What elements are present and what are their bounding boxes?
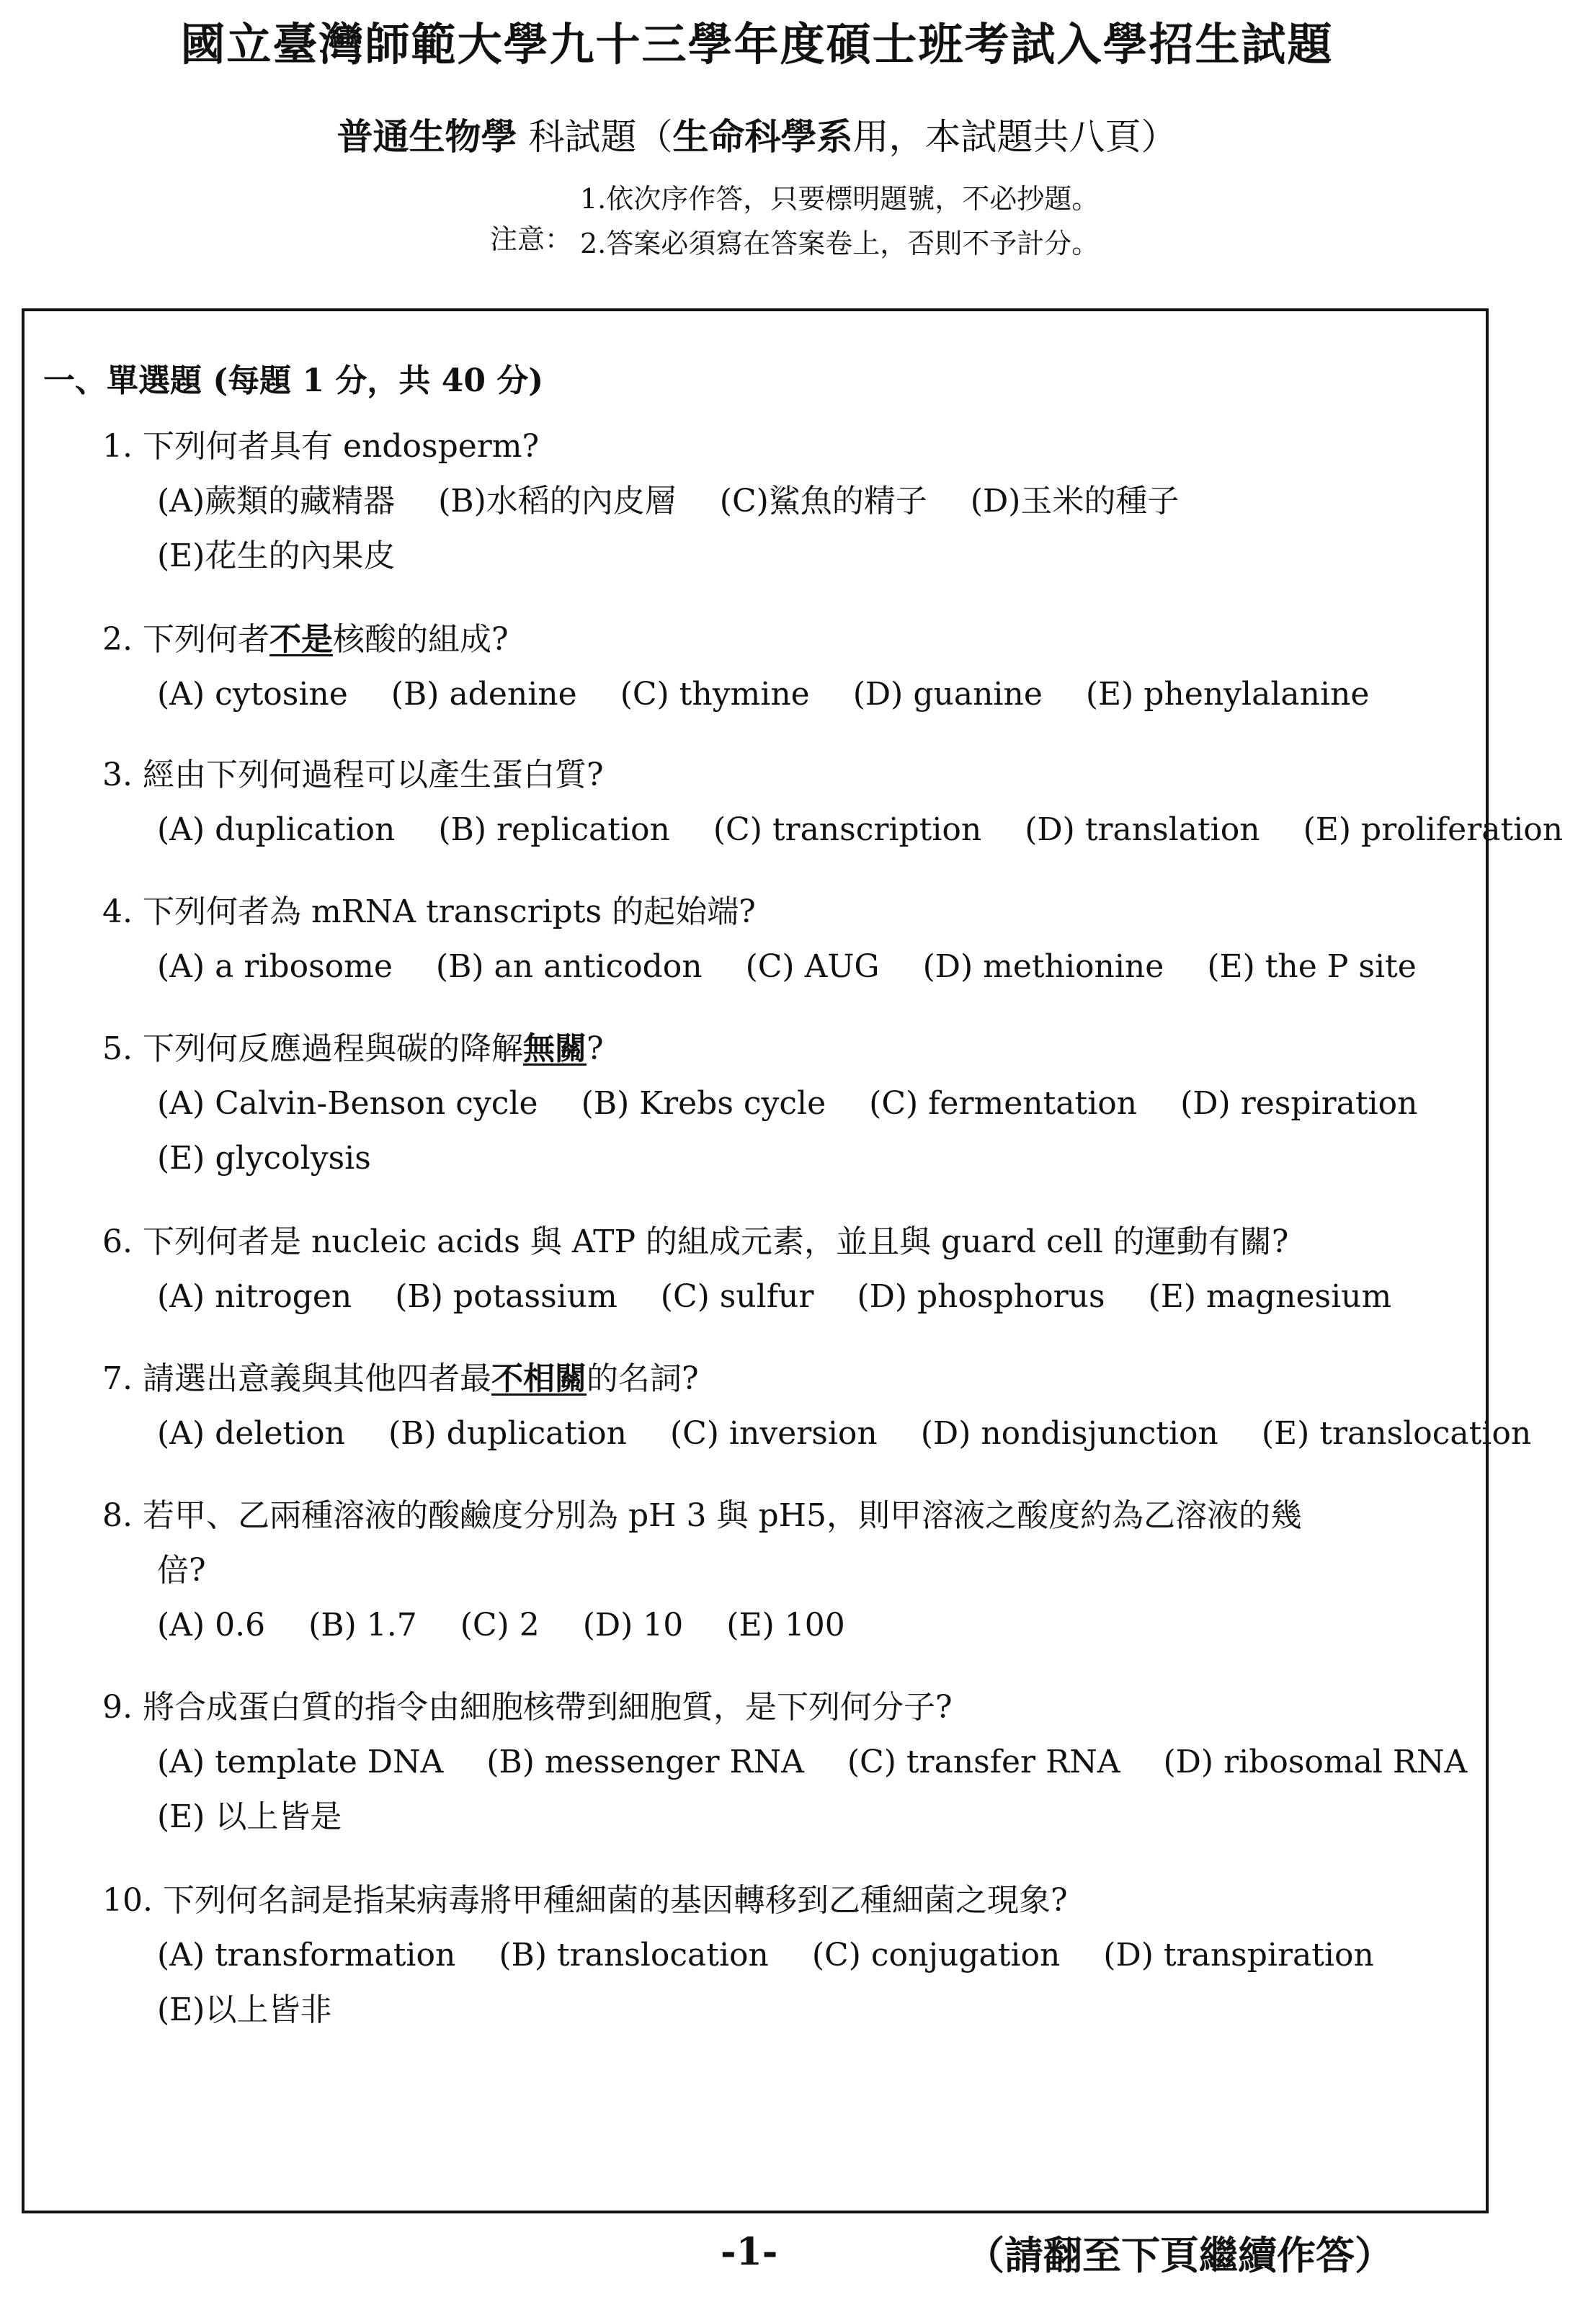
option: (B) Krebs cycle [581,1085,826,1122]
question-8 [102,1489,1302,1653]
option: (B) an anticodon [435,948,703,985]
question-stem [102,1352,1564,1406]
option-row [102,667,1402,722]
question-stem-continued: 倍? [157,1552,206,1589]
exam-subtitle [0,108,1514,160]
question-stem: 8. 若甲、乙兩種溶液的酸鹼度分別為 pH 3 與 pH5，則甲溶液之酸度約為乙溶液的幾 [102,1497,1302,1534]
option-row [102,1598,1302,1653]
option: (B) 1.7 [308,1607,417,1643]
question-9 [102,1680,1500,1845]
option: (C)鯊魚的精子 [719,483,927,519]
option: (D) transpiration [1103,1937,1374,1973]
question-stem: 6. 下列何者是 nucleic acids 與 ATP 的組成元素，並且與 guard cell 的運動有關? [102,1223,1289,1260]
option: (C) 2 [460,1607,540,1643]
option-row [102,1790,1500,1845]
option-row [102,1928,1407,1983]
option: (E) phenylalanine [1085,676,1370,713]
option: (A) deletion [157,1415,345,1452]
question-frame [22,308,1564,2213]
option: (C) transfer RNA [847,1744,1120,1780]
option: (B) messenger RNA [486,1744,804,1780]
notes-label: 注意： [490,223,573,255]
option: (E)以上皆非 [157,1992,332,2028]
option: (E)花生的內果皮 [157,538,396,574]
option: (A) transformation [157,1937,456,1973]
option-row [102,940,1450,994]
question-stem: 10. 下列何名詞是指某病毒將甲種細菌的基因轉移到乙種細菌之現象? [102,1882,1068,1919]
option: (E) glycolysis [157,1140,371,1177]
option: (D) phosphorus [857,1278,1105,1315]
stem-text: 核酸的組成? [332,621,509,658]
option-row [102,1270,1425,1324]
department-suffix: 用，本試題共八頁） [852,116,1177,158]
stem-text: 的名詞? [586,1360,699,1397]
option: (A) cytosine [157,676,348,713]
option: (D) 10 [582,1607,684,1643]
question-stem [102,1022,1450,1076]
option: (D) nondisjunction [920,1415,1218,1452]
option: (C) conjugation [811,1937,1061,1973]
option: (B) potassium [395,1278,618,1315]
option: (E) proliferation [1303,811,1564,848]
question-6 [102,1215,1425,1324]
question-stem [102,612,1402,667]
question-4 [102,885,1450,994]
department-name: 生命科學系 [672,115,853,158]
question-stem: 3. 經由下列何過程可以產生蛋白質? [102,757,604,793]
option: (D) translation [1025,811,1260,848]
option: (A) duplication [157,811,396,848]
option: (B) duplication [388,1415,627,1452]
option: (A) Calvin-Benson cycle [157,1085,538,1122]
option: (B)水稻的內皮層 [438,483,677,519]
question-5 [102,1022,1450,1186]
option: (B) replication [438,811,670,848]
option-row [102,529,1212,584]
option: (E) magnesium [1148,1278,1392,1315]
option: (C) transcription [713,811,982,848]
option: (E) 100 [726,1607,845,1643]
option: (C) sulfur [660,1278,814,1315]
option: (D) methionine [922,948,1164,985]
option-row [102,474,1212,529]
option-row [102,1076,1450,1131]
exam-title: 國立臺灣師範大學九十三學年度碩士班考試入學招生試題 [180,18,1334,71]
question-stem: 1. 下列何者具有 endosperm? [102,428,540,465]
question-10 [102,1873,1407,2038]
subject-name: 普通生物學 [336,115,517,158]
option-row [102,1406,1564,1461]
stem-text: 2. 下列何者 [102,621,269,658]
note-line-1: 1.依次序作答，只要標明題號，不必抄題。 [580,183,1100,215]
option: (B) adenine [391,676,577,713]
stem-text: ? [586,1030,604,1067]
stem-emphasis: 不相關 [491,1360,587,1397]
note-line-2: 2.答案必須寫在答案卷上，否則不予計分。 [580,228,1100,259]
option-row [102,1131,1450,1186]
option: (C) inversion [669,1415,878,1452]
question-3 [102,748,1596,857]
option: (D) respiration [1180,1085,1418,1122]
option: (A) a ribosome [157,948,393,985]
option: (A)蕨類的藏精器 [157,483,396,519]
option: (A) 0.6 [157,1607,266,1643]
stem-text: 5. 下列何反應過程與碳的降解 [102,1030,523,1067]
question-1 [102,419,1212,584]
option: (A) template DNA [157,1744,444,1780]
option-row [102,803,1596,857]
option: (B) translocation [499,1937,769,1973]
option: (A) nitrogen [157,1278,352,1315]
option: (D) guanine [852,676,1043,713]
option: (D) ribosomal RNA [1163,1744,1468,1780]
option-row [102,1983,1407,2038]
option: (C) AUG [745,948,880,985]
option-row [102,1735,1500,1790]
option: (E) 以上皆是 [157,1798,342,1835]
option: (D)玉米的種子 [970,483,1180,519]
option: (E) translocation [1261,1415,1532,1452]
option: (E) the P site [1207,948,1417,985]
section-title: 一、單選題 (每題 1 分，共 40 分) [43,362,544,399]
page-number: -1- [721,2230,778,2274]
question-stem: 4. 下列何者為 mRNA transcripts 的起始端? [102,893,756,930]
option: (C) thymine [620,676,810,713]
stem-text: 7. 請選出意義與其他四者最 [102,1360,491,1397]
stem-emphasis: 無關 [522,1030,587,1067]
question-7 [102,1352,1564,1461]
option: (C) fermentation [869,1085,1138,1122]
continue-note: （請翻至下頁繼續作答） [966,2232,1394,2278]
stem-emphasis: 不是 [269,621,333,658]
subject-suffix: 科試題（ [528,116,673,158]
question-stem: 9. 將合成蛋白質的指令由細胞核帶到細胞質，是下列何分子? [102,1689,953,1726]
question-2 [102,612,1402,722]
